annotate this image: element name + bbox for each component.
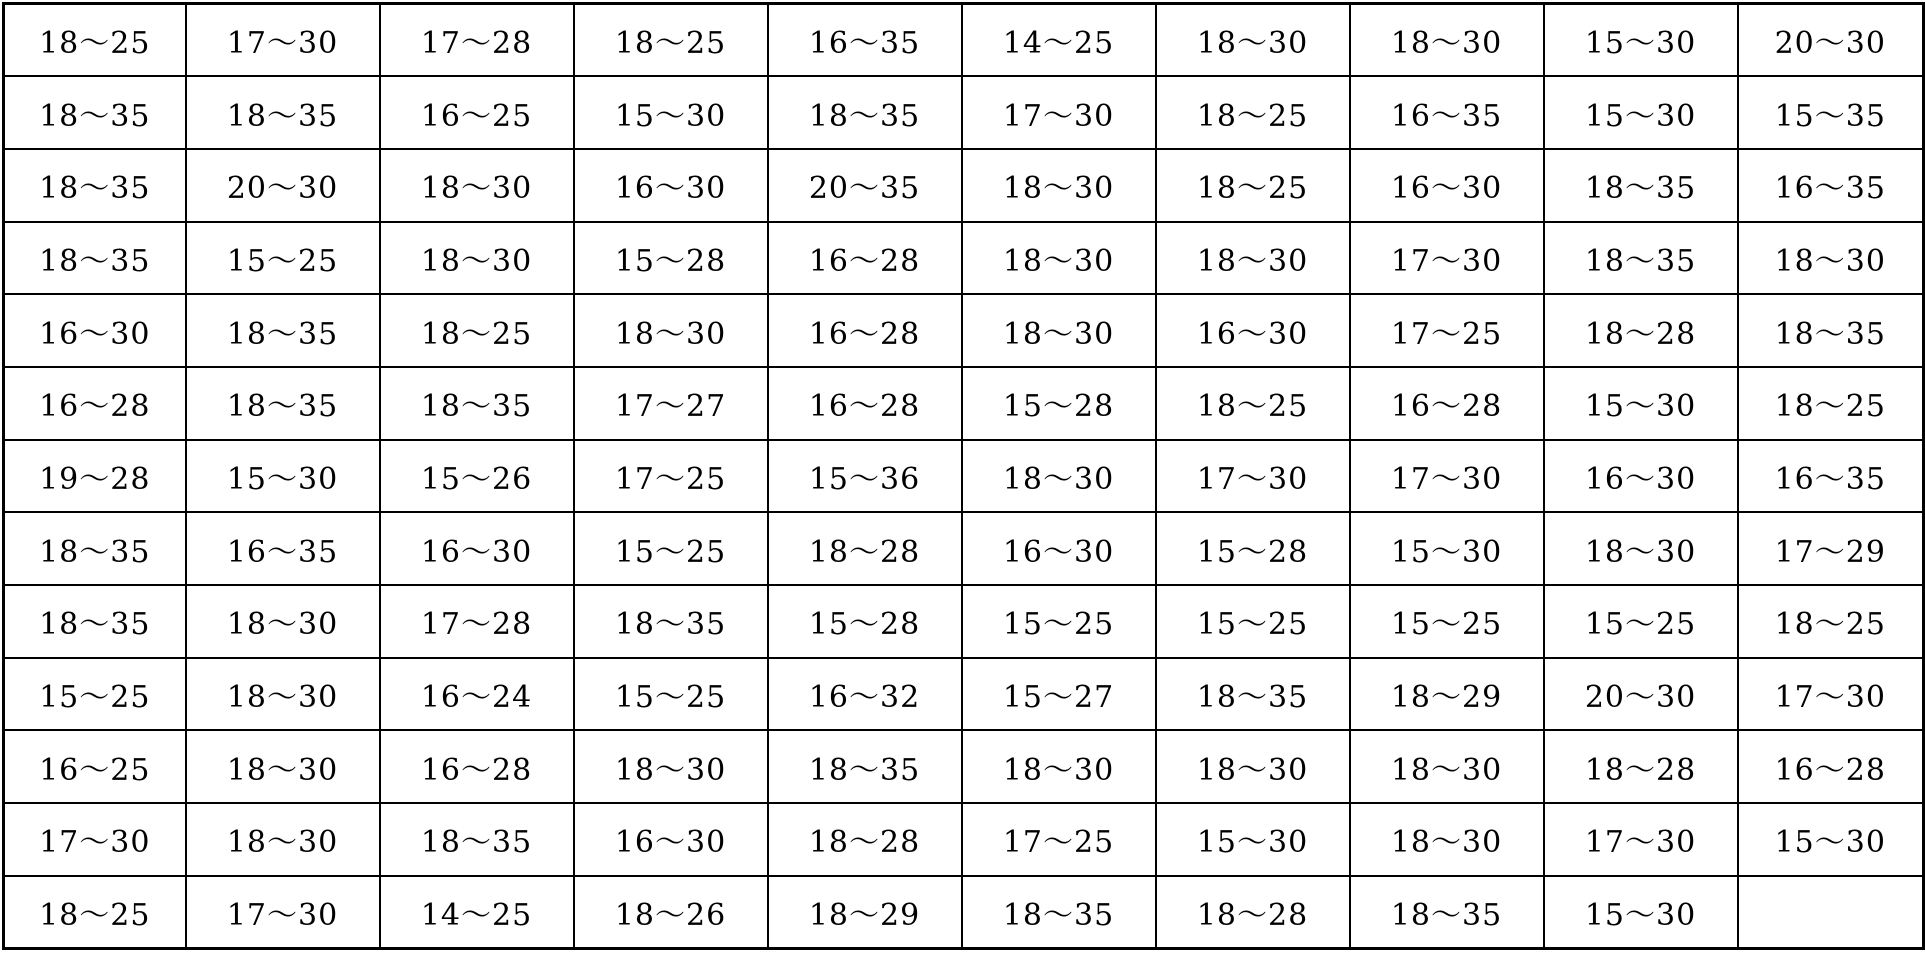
table-cell: 18～35 xyxy=(4,222,186,295)
table-cell: 16～35 xyxy=(186,512,380,585)
table-cell: 16～28 xyxy=(1738,730,1924,803)
table-cell: 15～36 xyxy=(768,440,962,513)
table-cell: 18～30 xyxy=(962,222,1156,295)
table-cell: 18～35 xyxy=(962,876,1156,949)
table-cell: 16～32 xyxy=(768,658,962,731)
table-row xyxy=(4,149,1924,222)
table-cell: 16～30 xyxy=(1350,149,1544,222)
table-cell: 18～35 xyxy=(186,367,380,440)
table-cell: 18～30 xyxy=(962,440,1156,513)
table-row xyxy=(4,367,1924,440)
table-row xyxy=(4,76,1924,149)
table-cell: 15～28 xyxy=(768,585,962,658)
table-cell: 18～30 xyxy=(1350,4,1544,77)
table-cell: 16～30 xyxy=(1156,294,1350,367)
table-cell: 18～30 xyxy=(1156,730,1350,803)
table-row xyxy=(4,803,1924,876)
table-cell: 17～25 xyxy=(962,803,1156,876)
table-cell: 14～25 xyxy=(380,876,574,949)
table-cell: 18～35 xyxy=(574,585,768,658)
table-cell: 16～30 xyxy=(574,803,768,876)
table-cell: 18～28 xyxy=(1156,876,1350,949)
table-row xyxy=(4,730,1924,803)
table-cell: 15～30 xyxy=(1156,803,1350,876)
table-cell: 15～26 xyxy=(380,440,574,513)
table-cell: 15～30 xyxy=(1544,76,1738,149)
table-cell: 18～30 xyxy=(1156,4,1350,77)
table-cell: 15～25 xyxy=(1544,585,1738,658)
table-cell: 18～30 xyxy=(1350,730,1544,803)
table-cell: 16～25 xyxy=(380,76,574,149)
table-cell: 17～30 xyxy=(4,803,186,876)
table-cell: 18～25 xyxy=(1156,367,1350,440)
table-cell: 16～35 xyxy=(1738,149,1924,222)
table-cell: 18～30 xyxy=(1156,222,1350,295)
table-cell: 17～30 xyxy=(1350,440,1544,513)
table-cell: 16～30 xyxy=(574,149,768,222)
table-cell: 18～30 xyxy=(186,803,380,876)
table-cell: 15～28 xyxy=(574,222,768,295)
table-cell: 18～25 xyxy=(380,294,574,367)
table-row xyxy=(4,440,1924,513)
table-row xyxy=(4,222,1924,295)
table-cell: 18～25 xyxy=(574,4,768,77)
table-cell: 18～30 xyxy=(1544,512,1738,585)
table-cell: 17～30 xyxy=(186,876,380,949)
table-cell: 17～30 xyxy=(962,76,1156,149)
table-cell: 18～30 xyxy=(962,730,1156,803)
table-cell: 18～25 xyxy=(1738,585,1924,658)
table-cell: 18～25 xyxy=(4,876,186,949)
table-cell: 17～28 xyxy=(380,4,574,77)
table-cell: 15～28 xyxy=(962,367,1156,440)
table-cell: 16～30 xyxy=(4,294,186,367)
table-cell: 20～30 xyxy=(186,149,380,222)
table-cell: 18～30 xyxy=(962,149,1156,222)
table-cell: 18～35 xyxy=(1544,222,1738,295)
table-cell: 17～29 xyxy=(1738,512,1924,585)
table-cell: 16～28 xyxy=(768,294,962,367)
table-cell: 18～29 xyxy=(1350,658,1544,731)
table-cell: 15～30 xyxy=(1544,367,1738,440)
table-cell: 18～35 xyxy=(1156,658,1350,731)
table-cell: 18～30 xyxy=(1350,803,1544,876)
table-row xyxy=(4,658,1924,731)
table-cell: 18～35 xyxy=(4,149,186,222)
table-cell: 18～25 xyxy=(1738,367,1924,440)
table-cell: 18～28 xyxy=(768,803,962,876)
table-cell: 16～28 xyxy=(1350,367,1544,440)
table-cell: 18～25 xyxy=(1156,149,1350,222)
table-cell: 15～30 xyxy=(574,76,768,149)
table-cell: 15～30 xyxy=(186,440,380,513)
table-cell: 18～30 xyxy=(962,294,1156,367)
table-cell: 17～30 xyxy=(1544,803,1738,876)
table-cell: 18～35 xyxy=(1738,294,1924,367)
table-cell: 15～30 xyxy=(1544,876,1738,949)
table-cell: 19～28 xyxy=(4,440,186,513)
table-row xyxy=(4,585,1924,658)
table-cell: 18～35 xyxy=(768,730,962,803)
table-cell: 18～30 xyxy=(186,658,380,731)
table-cell: 18～28 xyxy=(1544,730,1738,803)
table-cell: 18～35 xyxy=(4,585,186,658)
table-cell: 15～25 xyxy=(1350,585,1544,658)
table-cell: 17～28 xyxy=(380,585,574,658)
table-row xyxy=(4,4,1924,77)
table-cell: 18～35 xyxy=(4,512,186,585)
table-cell: 20～35 xyxy=(768,149,962,222)
table-cell: 16～35 xyxy=(1350,76,1544,149)
table-cell: 18～30 xyxy=(574,730,768,803)
table-cell: 18～35 xyxy=(380,367,574,440)
table-cell: 18～30 xyxy=(380,222,574,295)
table-cell: 15～25 xyxy=(574,512,768,585)
table-cell: 17～30 xyxy=(186,4,380,77)
table-cell: 17～25 xyxy=(574,440,768,513)
table-cell: 18～35 xyxy=(380,803,574,876)
table-cell: 18～30 xyxy=(1738,222,1924,295)
table-cell: 16～30 xyxy=(1544,440,1738,513)
table-cell: 16～30 xyxy=(962,512,1156,585)
table-cell: 18～25 xyxy=(1156,76,1350,149)
table-cell: 14～25 xyxy=(962,4,1156,77)
table-cell: 20～30 xyxy=(1544,658,1738,731)
table-row xyxy=(4,876,1924,949)
table-cell: 16～25 xyxy=(4,730,186,803)
table-cell: 17～30 xyxy=(1156,440,1350,513)
table-cell: 15～25 xyxy=(186,222,380,295)
table-cell: 15～30 xyxy=(1738,803,1924,876)
table-cell: 18～26 xyxy=(574,876,768,949)
table-cell: 20～30 xyxy=(1738,4,1924,77)
table-cell: 18～35 xyxy=(768,76,962,149)
table-cell: 17～25 xyxy=(1350,294,1544,367)
table-cell: 15～25 xyxy=(574,658,768,731)
table-cell: 16～28 xyxy=(380,730,574,803)
range-table-body xyxy=(4,4,1924,949)
table-cell: 16～28 xyxy=(768,222,962,295)
table-cell: 18～35 xyxy=(186,76,380,149)
table-cell: 18～29 xyxy=(768,876,962,949)
table-cell: 16～24 xyxy=(380,658,574,731)
table-cell: 16～28 xyxy=(768,367,962,440)
table-cell: 15～30 xyxy=(1544,4,1738,77)
table-cell: 15～35 xyxy=(1738,76,1924,149)
table-cell: 16～28 xyxy=(4,367,186,440)
table-cell: 18～35 xyxy=(186,294,380,367)
table-cell: 17～30 xyxy=(1738,658,1924,731)
table-cell: 15～25 xyxy=(4,658,186,731)
table-cell: 18～25 xyxy=(4,4,186,77)
table-cell: 18～35 xyxy=(1544,149,1738,222)
table-cell: 18～35 xyxy=(4,76,186,149)
table-cell: 18～30 xyxy=(574,294,768,367)
table-row xyxy=(4,512,1924,585)
range-table xyxy=(2,2,1925,950)
table-cell: 16～30 xyxy=(380,512,574,585)
table-cell: 17～30 xyxy=(1350,222,1544,295)
table-cell: 16～35 xyxy=(768,4,962,77)
table-row xyxy=(4,294,1924,367)
table-cell: 17～27 xyxy=(574,367,768,440)
table-cell: 18～28 xyxy=(1544,294,1738,367)
table-cell: 15～25 xyxy=(1156,585,1350,658)
table-cell: 18～30 xyxy=(186,585,380,658)
table-cell: 15～25 xyxy=(962,585,1156,658)
table-cell: 18～30 xyxy=(380,149,574,222)
table-cell: 15～30 xyxy=(1350,512,1544,585)
table-cell: 18～30 xyxy=(186,730,380,803)
table-cell: 18～35 xyxy=(1350,876,1544,949)
table-cell xyxy=(1738,876,1924,949)
table-cell: 16～35 xyxy=(1738,440,1924,513)
table-cell: 15～27 xyxy=(962,658,1156,731)
table-cell: 15～28 xyxy=(1156,512,1350,585)
table-cell: 18～28 xyxy=(768,512,962,585)
